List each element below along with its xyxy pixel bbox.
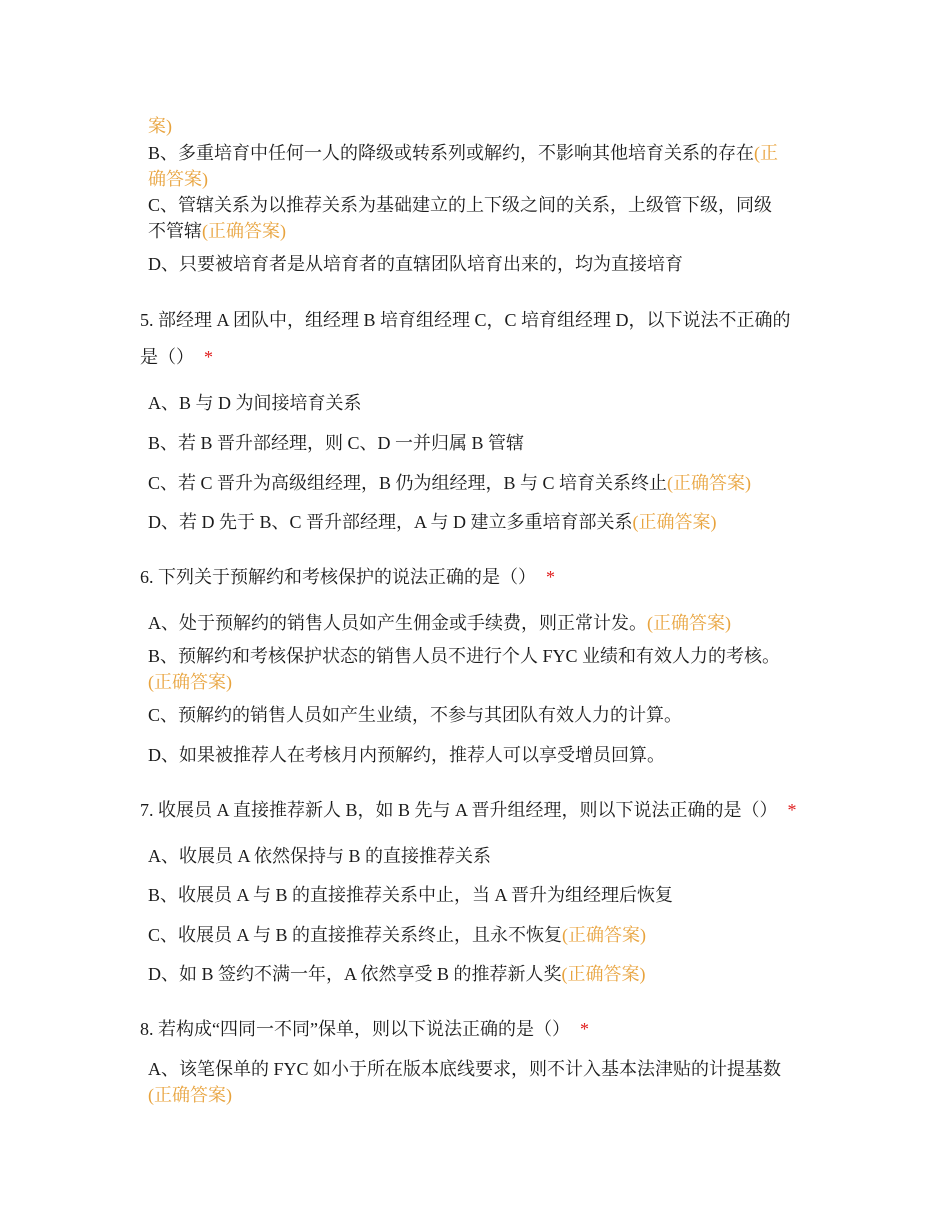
correct-answer-tag: (正确答案) bbox=[148, 1085, 232, 1105]
option-text: A、处于预解约的销售人员如产生佣金或手续费，则正常计发。 bbox=[148, 613, 647, 633]
option-text: 不管辖 bbox=[148, 221, 202, 241]
correct-answer-tag: (正确答案) bbox=[561, 964, 646, 984]
q6-title bbox=[140, 564, 555, 590]
question-text: 是（） bbox=[140, 347, 194, 367]
correct-answer-tag: 案) bbox=[148, 116, 172, 136]
q7-option-d bbox=[148, 961, 646, 987]
q7-option-b bbox=[148, 882, 673, 908]
option-text: B、多重培育中任何一人的降级或转系列或解约，不影响其他培育关系的存在 bbox=[148, 143, 755, 163]
option-text: D、若 D 先于 B、C 晋升部经理，A 与 D 建立多重培育部关系 bbox=[148, 512, 633, 532]
required-marker: * bbox=[204, 347, 213, 367]
q4-option-c bbox=[148, 192, 772, 218]
option-text: A、B 与 D 为间接培育关系 bbox=[148, 393, 362, 413]
q7-option-a bbox=[148, 843, 491, 869]
q6-option-a bbox=[148, 610, 731, 636]
option-text: D、只要被培育者是从培育者的直辖团队培育出来的，均为直接培育 bbox=[148, 254, 683, 274]
q4-option-a-continuation bbox=[148, 113, 172, 139]
q4-option-b bbox=[148, 140, 778, 166]
option-text: C、收展员 A 与 B 的直接推荐关系终止，且永不恢复 bbox=[148, 925, 563, 945]
q8-option-a bbox=[148, 1056, 781, 1082]
q4-option-d bbox=[148, 251, 683, 277]
correct-answer-tag: (正 bbox=[754, 143, 779, 163]
option-text: B、预解约和考核保护状态的销售人员不进行个人 FYC 业绩和有效人力的考核。 bbox=[148, 646, 781, 666]
question-text: 7. 收展员 A 直接推荐新人 B，如 B 先与 A 晋升组经理，则以下说法正确的是（） bbox=[140, 800, 778, 820]
q5-option-a bbox=[148, 390, 362, 416]
q6-option-b bbox=[148, 643, 780, 669]
correct-answer-tag: (正确答案) bbox=[667, 473, 752, 493]
q8-option-a-continuation bbox=[148, 1082, 232, 1108]
required-marker: * bbox=[546, 567, 555, 587]
required-marker: * bbox=[579, 1019, 589, 1039]
required-marker: * bbox=[787, 800, 797, 820]
option-text: D、如 B 签约不满一年，A 依然享受 B 的推荐新人奖 bbox=[148, 964, 562, 984]
q6-option-b-continuation bbox=[148, 669, 232, 695]
option-text: C、若 C 晋升为高级组经理，B 仍为组经理，B 与 C 培育关系终止 bbox=[148, 473, 668, 493]
correct-answer-tag: (正确答案) bbox=[647, 613, 731, 633]
q5-option-c bbox=[148, 470, 751, 496]
correct-answer-tag: (正确答案) bbox=[202, 221, 286, 241]
q5-title bbox=[140, 307, 791, 333]
correct-answer-tag: 确答案) bbox=[148, 169, 208, 189]
correct-answer-tag: (正确答案) bbox=[148, 672, 232, 692]
q8-title bbox=[140, 1016, 589, 1042]
correct-answer-tag: (正确答案) bbox=[632, 512, 717, 532]
option-text: B、若 B 晋升部经理，则 C、D 一并归属 B 管辖 bbox=[148, 433, 525, 453]
q4-option-c-continuation bbox=[148, 218, 286, 244]
q5-title-continuation bbox=[140, 344, 213, 370]
q5-option-d bbox=[148, 509, 717, 535]
q7-title bbox=[140, 797, 797, 823]
question-text: 5. 部经理 A 团队中，组经理 B 培育组经理 C，C 培育组经理 D，以下说法不正确的 bbox=[140, 310, 791, 330]
question-text: 6. 下列关于预解约和考核保护的说法正确的是（） bbox=[140, 567, 536, 587]
q5-option-b bbox=[148, 430, 524, 456]
option-text: A、该笔保单的 FYC 如小于所在版本底线要求，则不计入基本法津贴的计提基数 bbox=[148, 1059, 782, 1079]
correct-answer-tag: (正确答案) bbox=[562, 925, 647, 945]
q6-option-d bbox=[148, 742, 665, 768]
option-text: A、收展员 A 依然保持与 B 的直接推荐关系 bbox=[148, 846, 492, 866]
question-text: 8. 若构成“四同一不同”保单，则以下说法正确的是（） bbox=[140, 1019, 570, 1039]
q6-option-c bbox=[148, 702, 682, 728]
q7-option-c bbox=[148, 922, 646, 948]
option-text: C、管辖关系为以推荐关系为基础建立的上下级之间的关系，上级管下级，同级 bbox=[148, 195, 773, 215]
option-text: C、预解约的销售人员如产生业绩，不参与其团队有效人力的计算。 bbox=[148, 705, 683, 725]
q4-option-b-continuation bbox=[148, 166, 208, 192]
option-text: B、收展员 A 与 B 的直接推荐关系中止，当 A 晋升为组经理后恢复 bbox=[148, 885, 674, 905]
option-text: D、如果被推荐人在考核月内预解约，推荐人可以享受增员回算。 bbox=[148, 745, 665, 765]
